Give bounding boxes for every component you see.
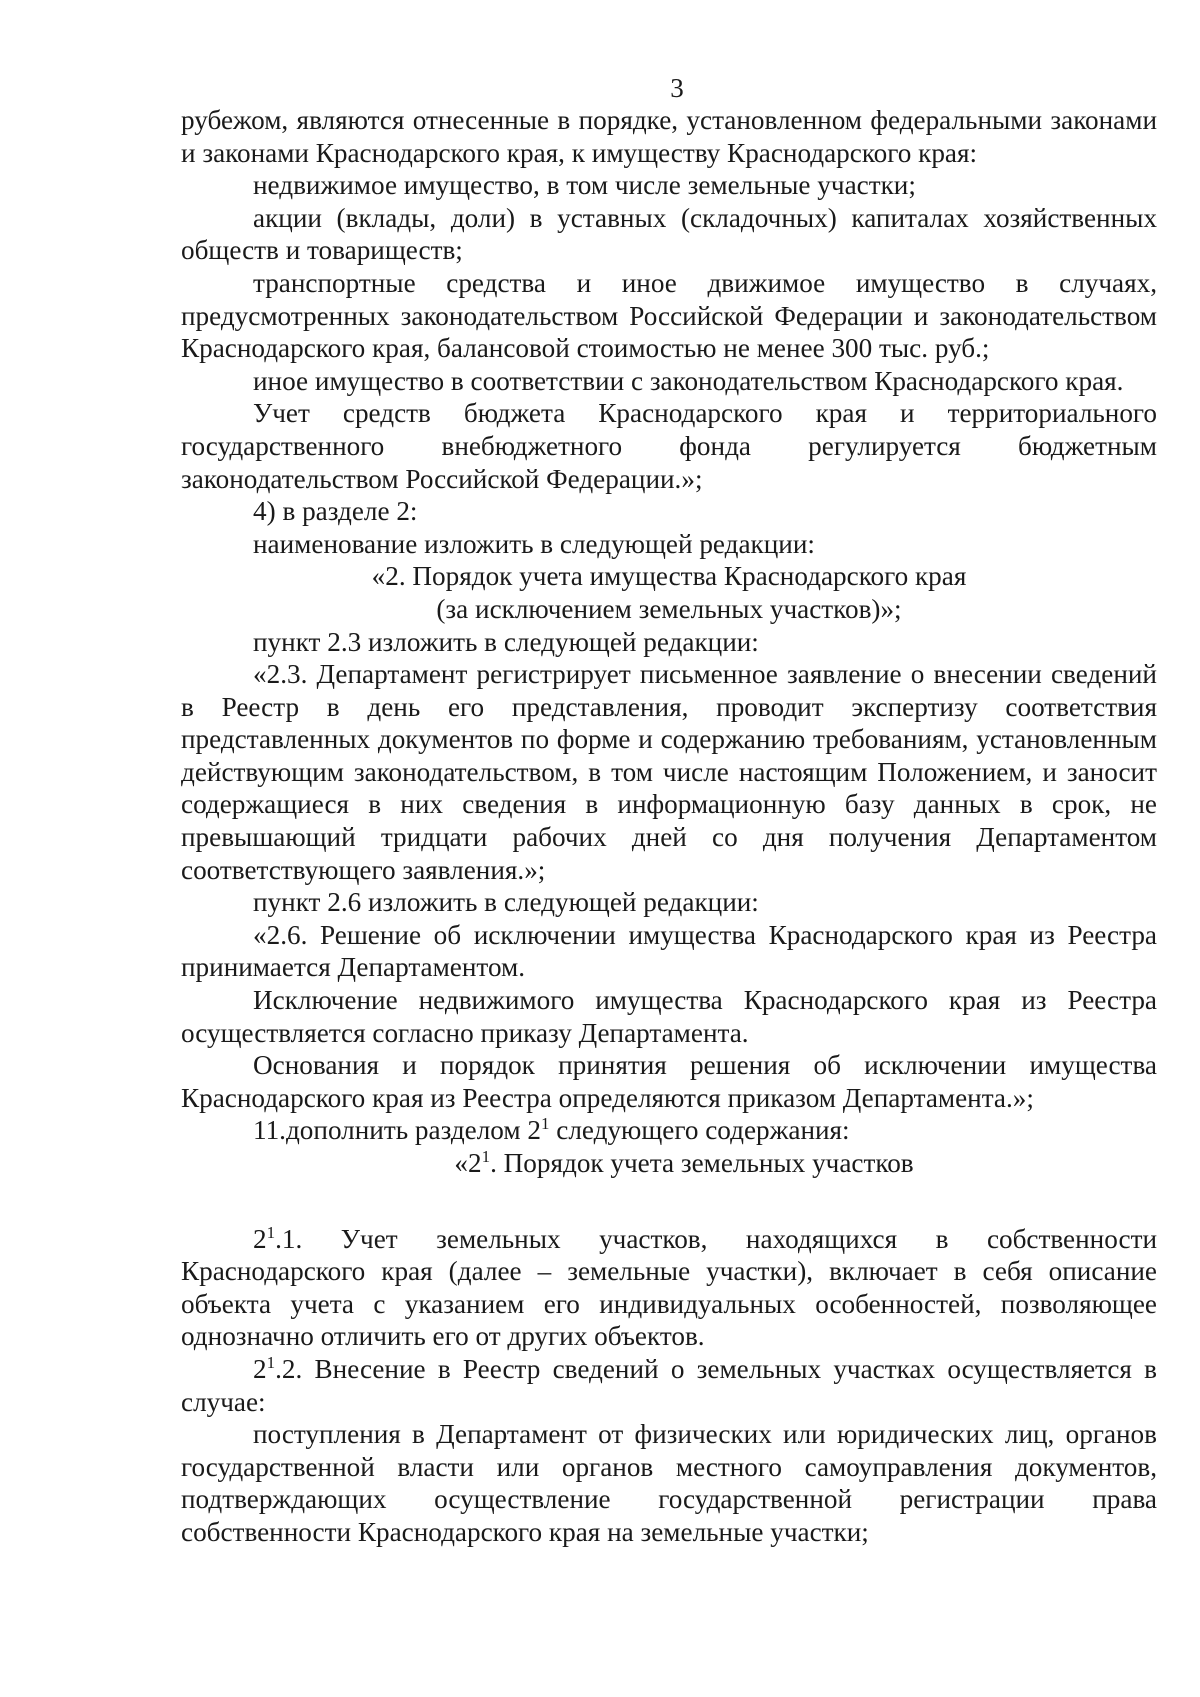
paragraph-item-2-6-edit: пункт 2.6 изложить в следующей редакции: <box>253 887 759 918</box>
paragraph-budget-accounting: Учет средств бюджета Краснодарского края и территориального государственного внебюджетного фонда регулируется бюджетным законодательством Российской Федерации.»; <box>181 398 1157 494</box>
superscript: 1 <box>266 1222 276 1242</box>
paragraph-vehicles: транспортные средства и иное движимое имущество в случаях, предусмотренных законодательством Российской Федерации и законодательством Краснодарского края, балансовой стоимостью не менее 300 тыс. руб.; <box>181 267 1157 364</box>
text-fragment: . Порядок учета земельных участков <box>490 1148 914 1178</box>
paragraph-other-property: иное имущество в соответствии с законодательством Краснодарского края. <box>253 365 1124 396</box>
text-fragment: следующего содержания: <box>549 1115 850 1146</box>
text-fragment: 2 <box>253 1353 267 1384</box>
superscript: 1 <box>481 1146 491 1166</box>
blank-line <box>181 1180 1157 1223</box>
paragraph-section-2: 4) в разделе 2: <box>253 496 418 527</box>
paragraph-item-2-6: «2.6. Решение об исключении имущества Краснодарского края из Реестра принимается Департаментом. <box>181 919 1157 983</box>
paragraph-property-intro: рубежом, являются отнесенные в порядке, установленном федеральными законами и законами Краснодарского края, к имуществу Краснодарского края: <box>181 105 1157 168</box>
paragraph-exclusion-grounds: Основания и порядок принятия решения об исключении имущества Краснодарского края из Реестра определяются приказом Департамента.»; <box>181 1050 1157 1113</box>
paragraph-shares: акции (вклады, доли) в уставных (складочных) капиталах хозяйственных обществ и товариществ; <box>181 202 1157 266</box>
text-fragment: 2 <box>253 1223 267 1254</box>
paragraph-add-section-2-1 <box>181 1114 1157 1147</box>
paragraph-exclusion-real-estate: Исключение недвижимого имущества Краснодарского края из Реестра осуществляется согласно приказу Департамента. <box>181 985 1157 1048</box>
text-fragment: .2. Внесение в Реестр сведений о земельных участках осуществляется в случае: <box>181 1353 1157 1417</box>
superscript: 1 <box>266 1352 276 1372</box>
paragraph-title-edit: наименование изложить в следующей редакции: <box>253 528 815 559</box>
page-number: 3 <box>670 73 684 103</box>
text-fragment: .1. Учет земельных участков, находящихся в собственности Краснодарского края (далее – земельные участки), включает в себя описание объекта учета с указанием его индивидуальных особенностей, позволяющее однозначно отличить его от других объектов. <box>181 1223 1157 1352</box>
document-page <box>181 72 1157 1549</box>
text-fragment: 11.дополнить разделом 2 <box>253 1115 541 1146</box>
paragraph-item-2-3: «2.3. Департамент регистрирует письменное заявление о внесении сведений в Реестр в день его представления, проводит экспертизу соответствия представленных документов по форме и содержанию требованиям, установленным действующим законодательством, в том числе настоящим Положением, и заносит содержащиеся в них сведения в информационную базу данных в срок, не превышающий тридцати рабочих дней со дня получения Департаментом соответствующего заявления.»; <box>181 659 1157 885</box>
paragraph-real-estate: недвижимое имущество, в том числе земельные участки; <box>253 170 916 201</box>
section-2-title-line-1: «2. Порядок учета имущества Краснодарского края <box>371 561 967 592</box>
paragraph-item-2-1-2 <box>181 1353 1157 1418</box>
superscript: 1 <box>540 1114 550 1134</box>
section-2-1-title <box>181 1147 1157 1180</box>
section-2-title-line-2: (за исключением земельных участков)»; <box>436 593 902 624</box>
paragraph-receipt-documents: поступления в Департамент от физических или юридических лиц, органов государственной власти или органов местного самоуправления документов, подтверждающих осуществление государственной регистрации права собственности Краснодарского края на земельные участки; <box>181 1419 1157 1547</box>
text-fragment: «2 <box>454 1148 482 1178</box>
paragraph-item-2-1-1 <box>181 1223 1157 1353</box>
paragraph-item-2-3-edit: пункт 2.3 изложить в следующей редакции: <box>253 626 759 657</box>
